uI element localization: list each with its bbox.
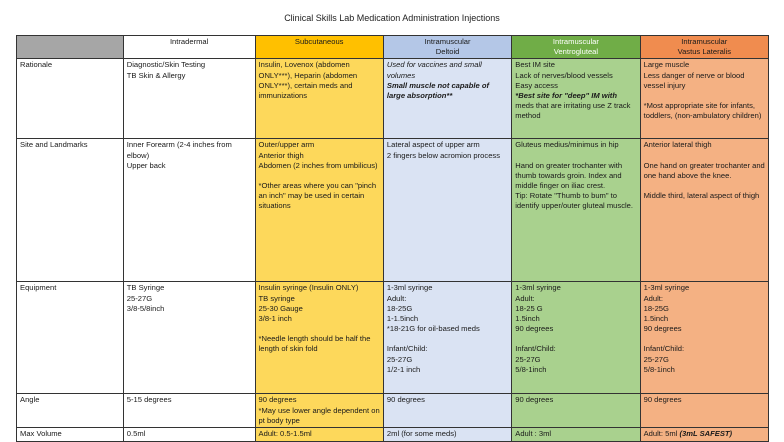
cell-line: Adult: (643, 293, 664, 303)
cell-vastus-lateralis (640, 394, 768, 428)
cell-line: 25-27G (643, 354, 669, 364)
table-row-rationale (17, 59, 769, 139)
cell-line: TB Syringe (126, 283, 165, 293)
cell-line: 1-1.5inch (386, 314, 419, 324)
spacer (644, 151, 765, 161)
cell-line: 90 degrees (258, 395, 297, 405)
cell-intradermal (123, 139, 255, 282)
cell-line: 3/8-1 inch (258, 314, 292, 324)
cell-line: *18-21G for oil-based meds (386, 324, 480, 334)
cell-line: Used for vaccines and small volumes (386, 60, 482, 80)
cell-line: 90 degrees (386, 395, 425, 405)
injection-table (16, 35, 769, 442)
cell-line: TB syringe (258, 293, 295, 303)
cell-line: *Other areas where you can "pinch an inch" may be used in certain situations (258, 181, 377, 211)
header-vastus-lateralis (640, 36, 768, 59)
cell-line: Anterior lateral thigh (643, 140, 712, 150)
cell-line: 5-15 degrees (126, 395, 172, 405)
page-title: Clinical Skills Lab Medication Administration Injections (284, 13, 500, 23)
cell-vastus-lateralis (640, 59, 768, 139)
cell-subcutaneous (255, 139, 383, 282)
header-blank-cell (17, 36, 124, 59)
table-row-equipment (17, 282, 769, 394)
cell-line: *Needle length should be half the length of skin fold (258, 334, 371, 354)
cell-line: Less danger of nerve or blood vessel injury (643, 70, 745, 90)
cell-line: 90 degrees (515, 395, 554, 405)
cell-line: 25-27G (515, 354, 541, 364)
cell-ventrogluteal (512, 428, 640, 442)
cell-line: Outer/upper arm (258, 140, 315, 150)
cell-line: Anterior thigh (258, 150, 304, 160)
cell-line: Upper back (126, 160, 166, 170)
spacer (644, 334, 765, 344)
cell-line: 1-3ml syringe (643, 283, 690, 293)
header-ventrogluteal (512, 36, 640, 59)
header-intradermal (123, 36, 255, 59)
cell-line: Small muscle not capable of large absorption** (386, 80, 490, 101)
cell-line: meds that are irritating use Z track method (515, 101, 631, 121)
cell-vastus-lateralis (640, 282, 768, 394)
cell-line: 5/8-1inch (643, 364, 675, 374)
row-label: Equipment (17, 282, 124, 394)
cell-line: 0.5ml (126, 429, 146, 439)
cell-line: One hand on greater trochanter and one hand above the knee. (643, 160, 765, 180)
cell-ventrogluteal (512, 394, 640, 428)
row-label: Max Volume (17, 428, 124, 442)
cell-line: 1-3ml syringe (386, 283, 433, 293)
cell-deltoid (383, 282, 511, 394)
cell-ventrogluteal (512, 282, 640, 394)
cell-line: *May use lower angle dependent on pt body type (258, 405, 380, 425)
cell-line: Diagnostic/Skin Testing (126, 60, 206, 70)
row-label: Site and Landmarks (17, 139, 124, 282)
cell-line: Tip: Rotate "Thumb to bum" to identify upper/outer gluteal muscle. (515, 191, 634, 211)
cell-line: 25-30 Gauge (258, 303, 303, 313)
cell-line: 18-25G (643, 303, 669, 313)
cell-line: Abdomen (2 inches from umbilicus) (258, 160, 378, 170)
cell-line: 2ml (for some meds) (386, 429, 457, 439)
cell-ventrogluteal (512, 139, 640, 282)
cell-subcutaneous (255, 59, 383, 139)
header-line: Subcutaneous (294, 37, 344, 46)
cell-subcutaneous (255, 282, 383, 394)
cell-emphasis: (3mL SAFEST) (679, 429, 733, 439)
cell-line: Infant/Child: (515, 344, 556, 354)
cell-deltoid (383, 394, 511, 428)
spacer (387, 334, 508, 344)
cell-line: 25-27G (386, 354, 413, 364)
cell-line: Lack of nerves/blood vessels (515, 70, 613, 80)
header-deltoid (383, 36, 511, 59)
cell-line: Large muscle (643, 60, 690, 70)
cell-line: Adult: (515, 293, 535, 303)
header-line: Vastus Lateralis (677, 47, 732, 57)
row-label: Rationale (17, 59, 124, 139)
cell-line: Easy access (515, 80, 558, 90)
spacer (515, 151, 636, 161)
spacer (644, 91, 765, 101)
cell-intradermal (123, 428, 255, 442)
cell-vastus-lateralis (640, 428, 768, 442)
spacer (644, 181, 765, 191)
header-line: Deltoid (435, 47, 460, 57)
cell-intradermal (123, 59, 255, 139)
cell-vastus-lateralis (640, 139, 768, 282)
cell-text: Adult: 5ml (643, 429, 680, 439)
cell-line: Middle third, lateral aspect of thigh (643, 191, 760, 201)
row-label: Angle (17, 394, 124, 428)
cell-line: 25-27G (126, 293, 153, 303)
cell-line: Hand on greater trochanter with thumb towards groin. Index and middle finger on iliac crest. (515, 160, 623, 191)
spacer (259, 324, 380, 334)
cell-deltoid (383, 139, 511, 282)
cell-line: Adult: (386, 293, 407, 303)
cell-line: 90 degrees (643, 395, 682, 405)
header-row (17, 36, 769, 59)
cell-line: 5/8-1inch (515, 364, 547, 374)
table-row-site (17, 139, 769, 282)
cell-line: Lateral aspect of upper arm (386, 140, 480, 150)
cell-line: TB Skin & Allergy (126, 70, 186, 80)
header-line: Intramuscular (552, 37, 599, 46)
table-row-angle (17, 394, 769, 428)
cell-line: Inner Forearm (2-4 inches from elbow) (126, 140, 232, 160)
cell-line: 90 degrees (515, 324, 554, 334)
cell-ventrogluteal (512, 59, 640, 139)
cell-line: 18-25 G (515, 303, 543, 313)
cell-line: *Most appropriate site for infants, toddlers, (non-ambulatory children) (643, 101, 762, 121)
cell-deltoid (383, 428, 511, 442)
cell-line: 1.5inch (643, 314, 669, 324)
cell-line: Gluteus medius/minimus in hip (515, 140, 619, 150)
cell-line: Infant/Child: (386, 344, 428, 354)
cell-line: 90 degrees (643, 324, 682, 334)
cell-line: 1-3ml syringe (515, 283, 561, 293)
spacer (515, 334, 636, 344)
cell-line: Infant/Child: (643, 344, 685, 354)
cell-line: Insulin syringe (Insulin ONLY) (258, 283, 359, 293)
cell-line: Adult : 3ml (515, 429, 552, 439)
header-line: Intramuscular (424, 37, 471, 46)
cell-line: Adult: 0.5-1.5ml (258, 429, 312, 439)
header-line: Intradermal (169, 37, 209, 46)
cell-intradermal (123, 394, 255, 428)
spacer (259, 171, 380, 181)
cell-intradermal (123, 282, 255, 394)
cell-deltoid (383, 59, 511, 139)
cell-subcutaneous (255, 394, 383, 428)
cell-line: 1.5inch (515, 314, 540, 324)
cell-subcutaneous (255, 428, 383, 442)
cell-line: Best IM site (515, 60, 555, 70)
cell-line: 3/8-5/8inch (126, 303, 165, 313)
cell-line: 2 fingers below acromion process (386, 150, 501, 160)
cell-line: *Best site for "deep" IM with (515, 91, 617, 101)
header-subcutaneous (255, 36, 383, 59)
cell-line: 18-25G (386, 303, 413, 313)
cell-line: 1/2-1 inch (386, 364, 421, 374)
table-row-max-volume (17, 428, 769, 442)
header-line: Ventrogluteal (553, 47, 599, 57)
cell-line: Insulin, Lovenox (abdomen ONLY***), Heparin (abdomen ONLY***), certain meds and immunizations (258, 60, 358, 101)
header-line: Intramuscular (681, 37, 728, 46)
